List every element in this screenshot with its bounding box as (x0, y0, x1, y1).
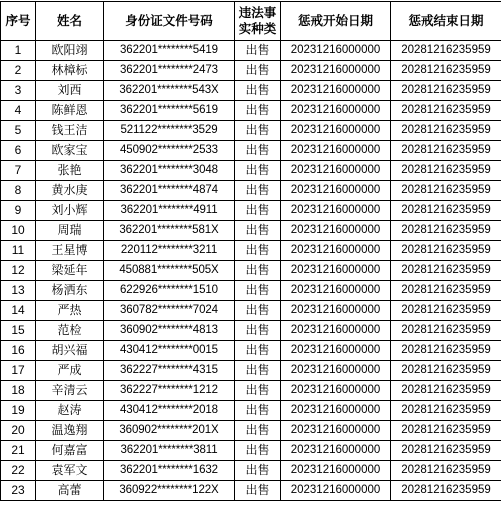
cell-id-number: 622926********1510 (104, 281, 235, 301)
cell-end-date: 20281216235959 (391, 141, 501, 161)
cell-name: 黄水庚 (36, 181, 104, 201)
cell-start-date: 20231216000000 (281, 181, 391, 201)
cell-serial-number: 12 (1, 261, 36, 281)
cell-violation-type: 出售 (235, 381, 281, 401)
cell-serial-number: 23 (1, 481, 36, 501)
table-body (1, 41, 501, 501)
cell-start-date: 20231216000000 (281, 201, 391, 221)
table-row (1, 321, 501, 341)
header-name: 姓名 (36, 2, 104, 41)
cell-violation-type: 出售 (235, 481, 281, 501)
cell-serial-number: 16 (1, 341, 36, 361)
cell-name: 杨洒东 (36, 281, 104, 301)
cell-name: 钱王洁 (36, 121, 104, 141)
table-row (1, 261, 501, 281)
cell-violation-type: 出售 (235, 341, 281, 361)
cell-name: 刘小辉 (36, 201, 104, 221)
cell-violation-type: 出售 (235, 81, 281, 101)
cell-end-date: 20281216235959 (391, 241, 501, 261)
cell-start-date: 20231216000000 (281, 481, 391, 501)
cell-end-date: 20281216235959 (391, 41, 501, 61)
cell-id-number: 521122********3529 (104, 121, 235, 141)
cell-start-date: 20231216000000 (281, 141, 391, 161)
cell-serial-number: 3 (1, 81, 36, 101)
cell-name: 温逸翔 (36, 421, 104, 441)
cell-id-number: 362201********3048 (104, 161, 235, 181)
header-id-number: 身份证文件号码 (104, 2, 235, 41)
cell-violation-type: 出售 (235, 121, 281, 141)
cell-end-date: 20281216235959 (391, 221, 501, 241)
cell-end-date: 20281216235959 (391, 61, 501, 81)
table-row (1, 201, 501, 221)
cell-name: 周瑞 (36, 221, 104, 241)
cell-end-date: 20281216235959 (391, 281, 501, 301)
cell-serial-number: 19 (1, 401, 36, 421)
cell-serial-number: 21 (1, 441, 36, 461)
cell-name: 林樟标 (36, 61, 104, 81)
table-row (1, 441, 501, 461)
cell-end-date: 20281216235959 (391, 121, 501, 141)
cell-end-date: 20281216235959 (391, 401, 501, 421)
cell-id-number: 362201********5419 (104, 41, 235, 61)
cell-end-date: 20281216235959 (391, 441, 501, 461)
cell-violation-type: 出售 (235, 361, 281, 381)
cell-serial-number: 1 (1, 41, 36, 61)
punishment-list-table (0, 1, 501, 501)
cell-violation-type: 出售 (235, 281, 281, 301)
cell-id-number: 362201********543X (104, 81, 235, 101)
cell-serial-number: 6 (1, 141, 36, 161)
cell-violation-type: 出售 (235, 241, 281, 261)
cell-serial-number: 22 (1, 461, 36, 481)
cell-end-date: 20281216235959 (391, 301, 501, 321)
cell-name: 欧阳翊 (36, 41, 104, 61)
cell-end-date: 20281216235959 (391, 261, 501, 281)
cell-start-date: 20231216000000 (281, 401, 391, 421)
cell-id-number: 362227********4315 (104, 361, 235, 381)
table-row (1, 301, 501, 321)
cell-name: 欧家宝 (36, 141, 104, 161)
table-row (1, 361, 501, 381)
cell-serial-number: 9 (1, 201, 36, 221)
cell-violation-type: 出售 (235, 41, 281, 61)
cell-serial-number: 20 (1, 421, 36, 441)
cell-start-date: 20231216000000 (281, 301, 391, 321)
table-row (1, 481, 501, 501)
cell-serial-number: 5 (1, 121, 36, 141)
table-row (1, 241, 501, 261)
cell-id-number: 450881********505X (104, 261, 235, 281)
table-row (1, 281, 501, 301)
header-violation-type: 违法事实种类 (235, 2, 281, 41)
cell-violation-type: 出售 (235, 261, 281, 281)
cell-start-date: 20231216000000 (281, 321, 391, 341)
cell-serial-number: 7 (1, 161, 36, 181)
cell-violation-type: 出售 (235, 321, 281, 341)
cell-id-number: 362201********4911 (104, 201, 235, 221)
cell-name: 严成 (36, 361, 104, 381)
cell-serial-number: 15 (1, 321, 36, 341)
cell-end-date: 20281216235959 (391, 81, 501, 101)
cell-start-date: 20231216000000 (281, 221, 391, 241)
cell-id-number: 360922********122X (104, 481, 235, 501)
cell-end-date: 20281216235959 (391, 181, 501, 201)
cell-name: 刘西 (36, 81, 104, 101)
cell-start-date: 20231216000000 (281, 61, 391, 81)
cell-start-date: 20231216000000 (281, 241, 391, 261)
cell-serial-number: 14 (1, 301, 36, 321)
cell-start-date: 20231216000000 (281, 341, 391, 361)
cell-id-number: 360902********201X (104, 421, 235, 441)
cell-start-date: 20231216000000 (281, 441, 391, 461)
cell-id-number: 362201********1632 (104, 461, 235, 481)
table-row (1, 221, 501, 241)
cell-name: 张艳 (36, 161, 104, 181)
cell-name: 辛清云 (36, 381, 104, 401)
table-row (1, 121, 501, 141)
cell-end-date: 20281216235959 (391, 341, 501, 361)
cell-id-number: 450902********2533 (104, 141, 235, 161)
cell-name: 范检 (36, 321, 104, 341)
cell-violation-type: 出售 (235, 101, 281, 121)
cell-end-date: 20281216235959 (391, 321, 501, 341)
table-row (1, 141, 501, 161)
cell-start-date: 20231216000000 (281, 461, 391, 481)
table-row (1, 401, 501, 421)
cell-end-date: 20281216235959 (391, 101, 501, 121)
cell-start-date: 20231216000000 (281, 161, 391, 181)
cell-end-date: 20281216235959 (391, 361, 501, 381)
cell-end-date: 20281216235959 (391, 421, 501, 441)
cell-id-number: 220112********3211 (104, 241, 235, 261)
cell-start-date: 20231216000000 (281, 421, 391, 441)
cell-name: 梁延年 (36, 261, 104, 281)
cell-serial-number: 2 (1, 61, 36, 81)
cell-id-number: 360902********4813 (104, 321, 235, 341)
cell-end-date: 20281216235959 (391, 161, 501, 181)
cell-id-number: 362201********3811 (104, 441, 235, 461)
header-end-date: 惩戒结束日期 (391, 2, 501, 41)
cell-start-date: 20231216000000 (281, 261, 391, 281)
cell-violation-type: 出售 (235, 201, 281, 221)
table-row (1, 61, 501, 81)
cell-violation-type: 出售 (235, 401, 281, 421)
cell-violation-type: 出售 (235, 61, 281, 81)
cell-violation-type: 出售 (235, 141, 281, 161)
cell-start-date: 20231216000000 (281, 41, 391, 61)
cell-name: 陈鲜恩 (36, 101, 104, 121)
cell-violation-type: 出售 (235, 301, 281, 321)
cell-id-number: 362227********1212 (104, 381, 235, 401)
cell-name: 严热 (36, 301, 104, 321)
cell-serial-number: 17 (1, 361, 36, 381)
header-start-date: 惩戒开始日期 (281, 2, 391, 41)
cell-serial-number: 10 (1, 221, 36, 241)
cell-violation-type: 出售 (235, 421, 281, 441)
cell-name: 袁军文 (36, 461, 104, 481)
cell-id-number: 430412********2018 (104, 401, 235, 421)
table-row (1, 341, 501, 361)
cell-end-date: 20281216235959 (391, 461, 501, 481)
cell-id-number: 362201********5619 (104, 101, 235, 121)
cell-serial-number: 11 (1, 241, 36, 261)
cell-name: 王星博 (36, 241, 104, 261)
table-row (1, 461, 501, 481)
cell-name: 赵涛 (36, 401, 104, 421)
header-serial-number: 序号 (1, 2, 36, 41)
cell-start-date: 20231216000000 (281, 121, 391, 141)
cell-violation-type: 出售 (235, 221, 281, 241)
cell-violation-type: 出售 (235, 161, 281, 181)
table-row (1, 101, 501, 121)
cell-serial-number: 18 (1, 381, 36, 401)
cell-id-number: 362201********4874 (104, 181, 235, 201)
cell-serial-number: 8 (1, 181, 36, 201)
cell-end-date: 20281216235959 (391, 381, 501, 401)
cell-name: 高蕾 (36, 481, 104, 501)
cell-violation-type: 出售 (235, 441, 281, 461)
cell-start-date: 20231216000000 (281, 361, 391, 381)
cell-serial-number: 4 (1, 101, 36, 121)
cell-id-number: 430412********0015 (104, 341, 235, 361)
table-row (1, 161, 501, 181)
table-row (1, 421, 501, 441)
cell-name: 何嘉富 (36, 441, 104, 461)
cell-start-date: 20231216000000 (281, 281, 391, 301)
cell-end-date: 20281216235959 (391, 481, 501, 501)
cell-start-date: 20231216000000 (281, 381, 391, 401)
cell-id-number: 362201********2473 (104, 61, 235, 81)
table-row (1, 41, 501, 61)
cell-id-number: 360782********7024 (104, 301, 235, 321)
cell-start-date: 20231216000000 (281, 81, 391, 101)
table-row (1, 181, 501, 201)
cell-name: 胡兴福 (36, 341, 104, 361)
cell-violation-type: 出售 (235, 181, 281, 201)
cell-serial-number: 13 (1, 281, 36, 301)
table-row (1, 81, 501, 101)
cell-start-date: 20231216000000 (281, 101, 391, 121)
table-row (1, 381, 501, 401)
cell-violation-type: 出售 (235, 461, 281, 481)
cell-id-number: 362201********581X (104, 221, 235, 241)
cell-end-date: 20281216235959 (391, 201, 501, 221)
header-row (1, 2, 501, 41)
